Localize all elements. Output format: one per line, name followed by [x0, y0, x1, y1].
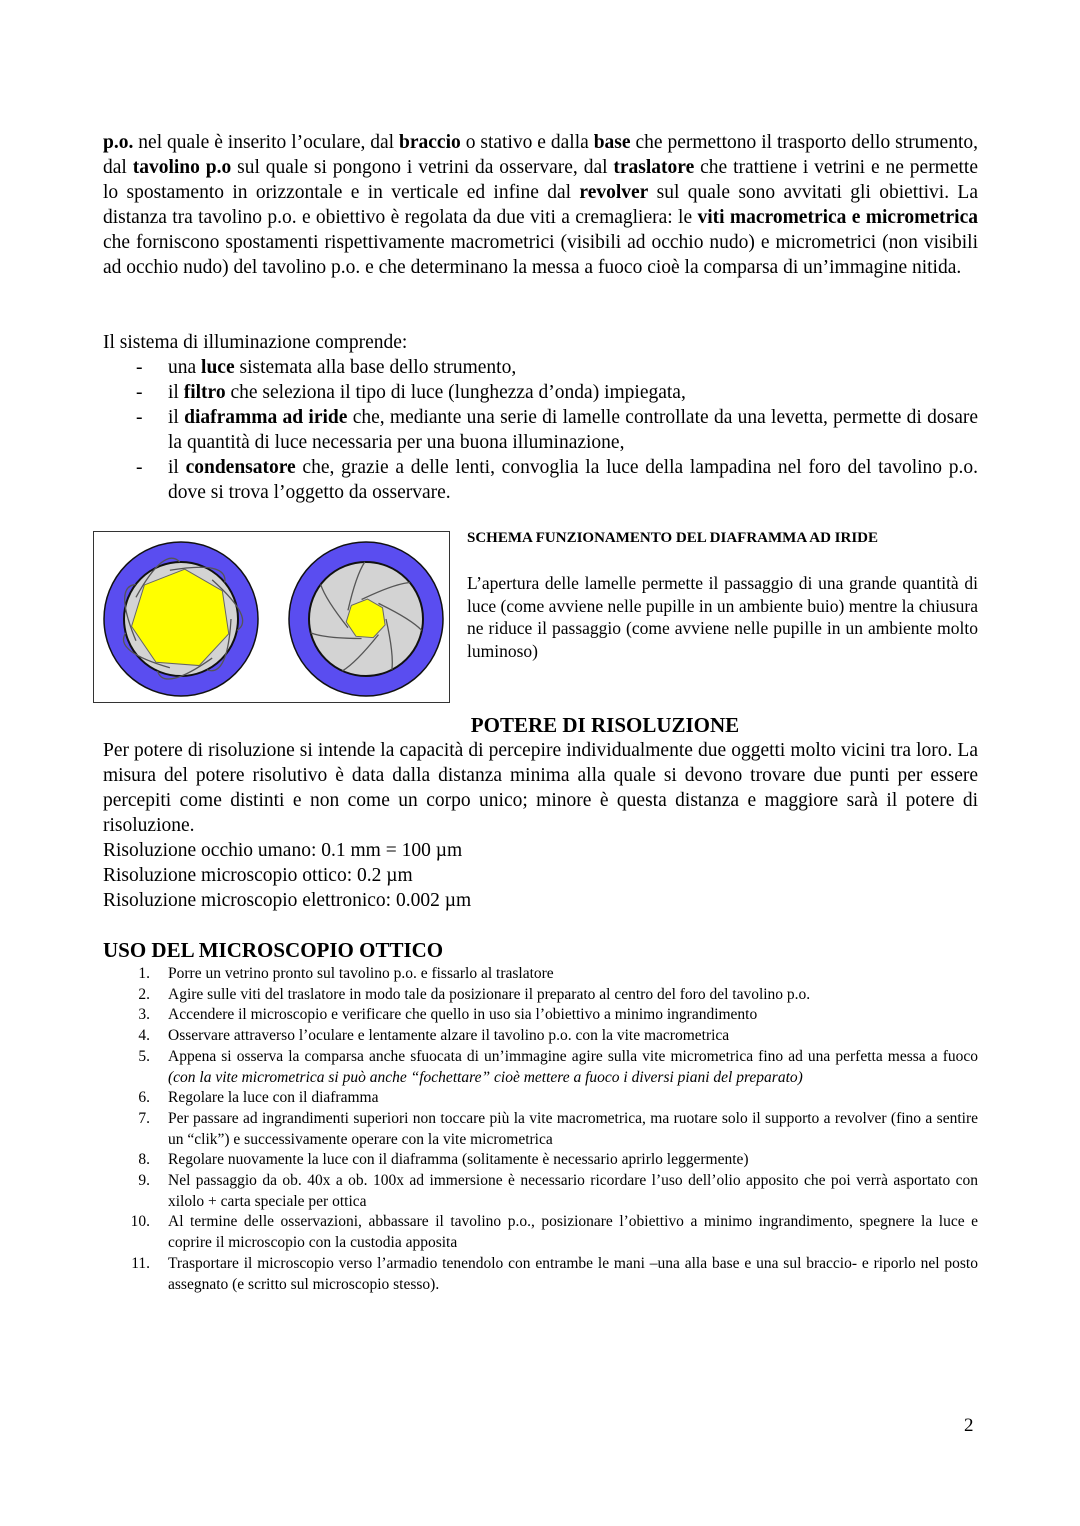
page-number: 2	[964, 1415, 974, 1436]
step-number: 1.	[138, 965, 150, 982]
usage-step	[103, 1150, 978, 1171]
text-segment: il	[168, 457, 186, 478]
text-segment: Per passare ad ingrandimenti superiori non toccare più la vite macrometrica, ma ruotare solo il supporto a revolver (fino a sentire un “clik”) e successivamente operare con la vite micrometrica	[168, 1109, 978, 1148]
resolution-title: POTERE DI RISOLUZIONE	[470, 713, 740, 737]
illumination-list	[103, 355, 978, 505]
usage-step	[103, 964, 978, 985]
intro-paragraph	[103, 130, 978, 280]
usage-step	[103, 1005, 978, 1026]
usage-step	[103, 1212, 978, 1253]
usage-steps	[103, 964, 978, 1295]
illumination-item	[103, 380, 978, 405]
text-segment: Regolare nuovamente la luce con il diaframma (solitamente è necessario aprirlo leggermente)	[168, 1151, 749, 1169]
iris-diagram-svg	[94, 532, 449, 702]
text-segment: nel quale è inserito l’oculare, dal	[133, 132, 400, 153]
illumination-item	[103, 455, 978, 505]
step-number: 6.	[138, 1089, 150, 1107]
text-segment: che seleziona il tipo di luce (lunghezza d’onda) impiegata,	[225, 382, 686, 403]
bold-term: condensatore	[185, 457, 296, 478]
usage-step	[103, 1254, 978, 1295]
step-number: 2.	[138, 985, 150, 1003]
text-segment: che, mediante una serie di lamelle controllate da una levetta, permette di dosare la quantità di luce necessaria per una buona illuminazione,	[168, 407, 979, 453]
step-number: 4.	[138, 1027, 150, 1045]
text-segment: Appena si osserva la comparsa anche sfuocata di un’immagine agire sulla vite micrometrica fino ad una perfetta messa a fuoco	[168, 1047, 978, 1065]
usage-title: USO DEL MICROSCOPIO OTTICO	[103, 938, 444, 962]
bold-term: traslatore	[613, 157, 695, 178]
text-segment: il	[168, 382, 184, 403]
schema-text: L’apertura delle lamelle permette il passaggio di una grande quantità di luce (come avviene nelle pupille in un ambiente buio) mentre la chiusura ne riduce il passaggio (come avviene nelle pupille in un ambiente molto luminoso)	[467, 573, 978, 661]
text-segment: Agire sulle viti del traslatore in modo tale da posizionare il preparato al centro del foro del tavolino p.o.	[168, 985, 811, 1003]
bold-term: braccio	[399, 132, 461, 153]
illumination-item	[103, 355, 978, 380]
step-number: 7.	[138, 1109, 150, 1127]
usage-step	[103, 985, 978, 1006]
step-number: 10.	[130, 1213, 150, 1231]
text-segment: che permettono il trasporto dello strumento, dal	[103, 132, 978, 178]
bold-term: p.o.	[103, 132, 134, 153]
bold-term: tavolino p.o	[132, 157, 232, 178]
usage-step	[103, 1026, 978, 1047]
text-segment: Regolare la luce con il diaframma	[168, 1089, 379, 1107]
illumination-lead: Il sistema di illuminazione comprende:	[103, 332, 408, 353]
text-segment: o stativo e dalla	[460, 132, 594, 153]
usage-step	[103, 1088, 978, 1109]
usage-step	[103, 1047, 978, 1088]
resolution-line-electron: Risoluzione microscopio elettronico: 0.002 µm	[103, 890, 472, 911]
schema-title: SCHEMA FUNZIONAMENTO DEL DIAFRAMMA AD IRIDE	[467, 530, 879, 546]
bold-term: revolver	[579, 182, 649, 203]
text-segment: Porre un vetrino pronto sul tavolino p.o. e fissarlo al traslatore	[168, 965, 554, 982]
step-number: 9.	[138, 1172, 150, 1190]
usage-step	[103, 1171, 978, 1212]
resolution-paragraph: Per potere di risoluzione si intende la capacità di percepire individualmente due oggetti molto vicini tra loro. La misura del potere risolutivo è data dalla distanza minima alla quale si devono trovare due punti per essere percepiti come distinti e non come un corpo unico; minore è questa distanza e maggiore sarà il potere di risoluzione.	[103, 740, 978, 836]
text-segment: sul quale sono avvitati gli obiettivi. La distanza tra tavolino p.o. e obiettivo è regolata da due viti a cremagliera: le	[103, 182, 978, 228]
text-segment: il	[168, 407, 185, 428]
text-segment: che trattiene i vetrini e ne permette lo spostamento in orizzontale e in verticale ed infine dal	[103, 157, 978, 203]
text-segment: una	[168, 357, 202, 378]
bold-term: base	[593, 132, 631, 153]
text-segment: sistemata alla base dello strumento,	[234, 357, 517, 378]
text-segment: Osservare attraverso l’oculare e lentamente alzare il tavolino p.o. con la vite macrometrica	[168, 1027, 730, 1045]
text-segment: Al termine delle osservazioni, abbassare il tavolino p.o., posizionare l’obiettivo a minimo ingrandimento, spegnere la luce e coprire il microscopio con la custodia apposita	[168, 1213, 978, 1252]
step-number: 3.	[138, 1006, 150, 1024]
bold-term: viti macrometrica e micrometrica	[697, 207, 978, 228]
usage-step	[103, 1109, 978, 1150]
step-number: 11.	[131, 1254, 150, 1272]
step-number: 8.	[138, 1151, 150, 1169]
iris-diaphragm-diagram	[93, 531, 450, 703]
text-segment: Trasportare il microscopio verso l’armadio tenendolo con entrambe le mani –una alla base e una sul braccio- e riporlo nel posto assegnato (e scritto sul microscopio stesso).	[168, 1254, 978, 1293]
text-segment: che forniscono spostamenti rispettivamente macrometrici (visibili ad occhio nudo) e micrometrici (non visibili ad occhio nudo) del tavolino p.o. e che determinano la messa a fuoco cioè la comparsa di un’immagine nitida.	[103, 232, 978, 278]
text-segment: Accendere il microscopio e verificare che quello in uso sia l’obiettivo a minimo ingrandimento	[168, 1006, 758, 1024]
resolution-line-eye: Risoluzione occhio umano: 0.1 mm = 100 µm	[103, 840, 463, 861]
italic-note: (con la vite micrometrica si può anche “fochettare” cioè mettere a fuoco i diversi piani del preparato)	[168, 1068, 803, 1086]
bold-term: filtro	[183, 382, 226, 403]
bold-term: diaframma ad iride	[184, 407, 348, 428]
step-number: 5.	[138, 1047, 150, 1065]
text-segment: sul quale si pongono i vetrini da osservare, dal	[231, 157, 614, 178]
illumination-item	[103, 405, 978, 455]
bold-term: luce	[201, 357, 235, 378]
text-segment: Nel passaggio da ob. 40x a ob. 100x ad immersione è necessario ricordare l’uso dell’olio apposito che poi verrà asportato con xilolo + carta speciale per ottica	[168, 1172, 978, 1210]
text-segment: che, grazie a delle lenti, convoglia la luce della lampadina nel foro del tavolino p.o. dove si trova l’oggetto da osservare.	[168, 457, 978, 503]
resolution-line-optical: Risoluzione microscopio ottico: 0.2 µm	[103, 865, 413, 886]
